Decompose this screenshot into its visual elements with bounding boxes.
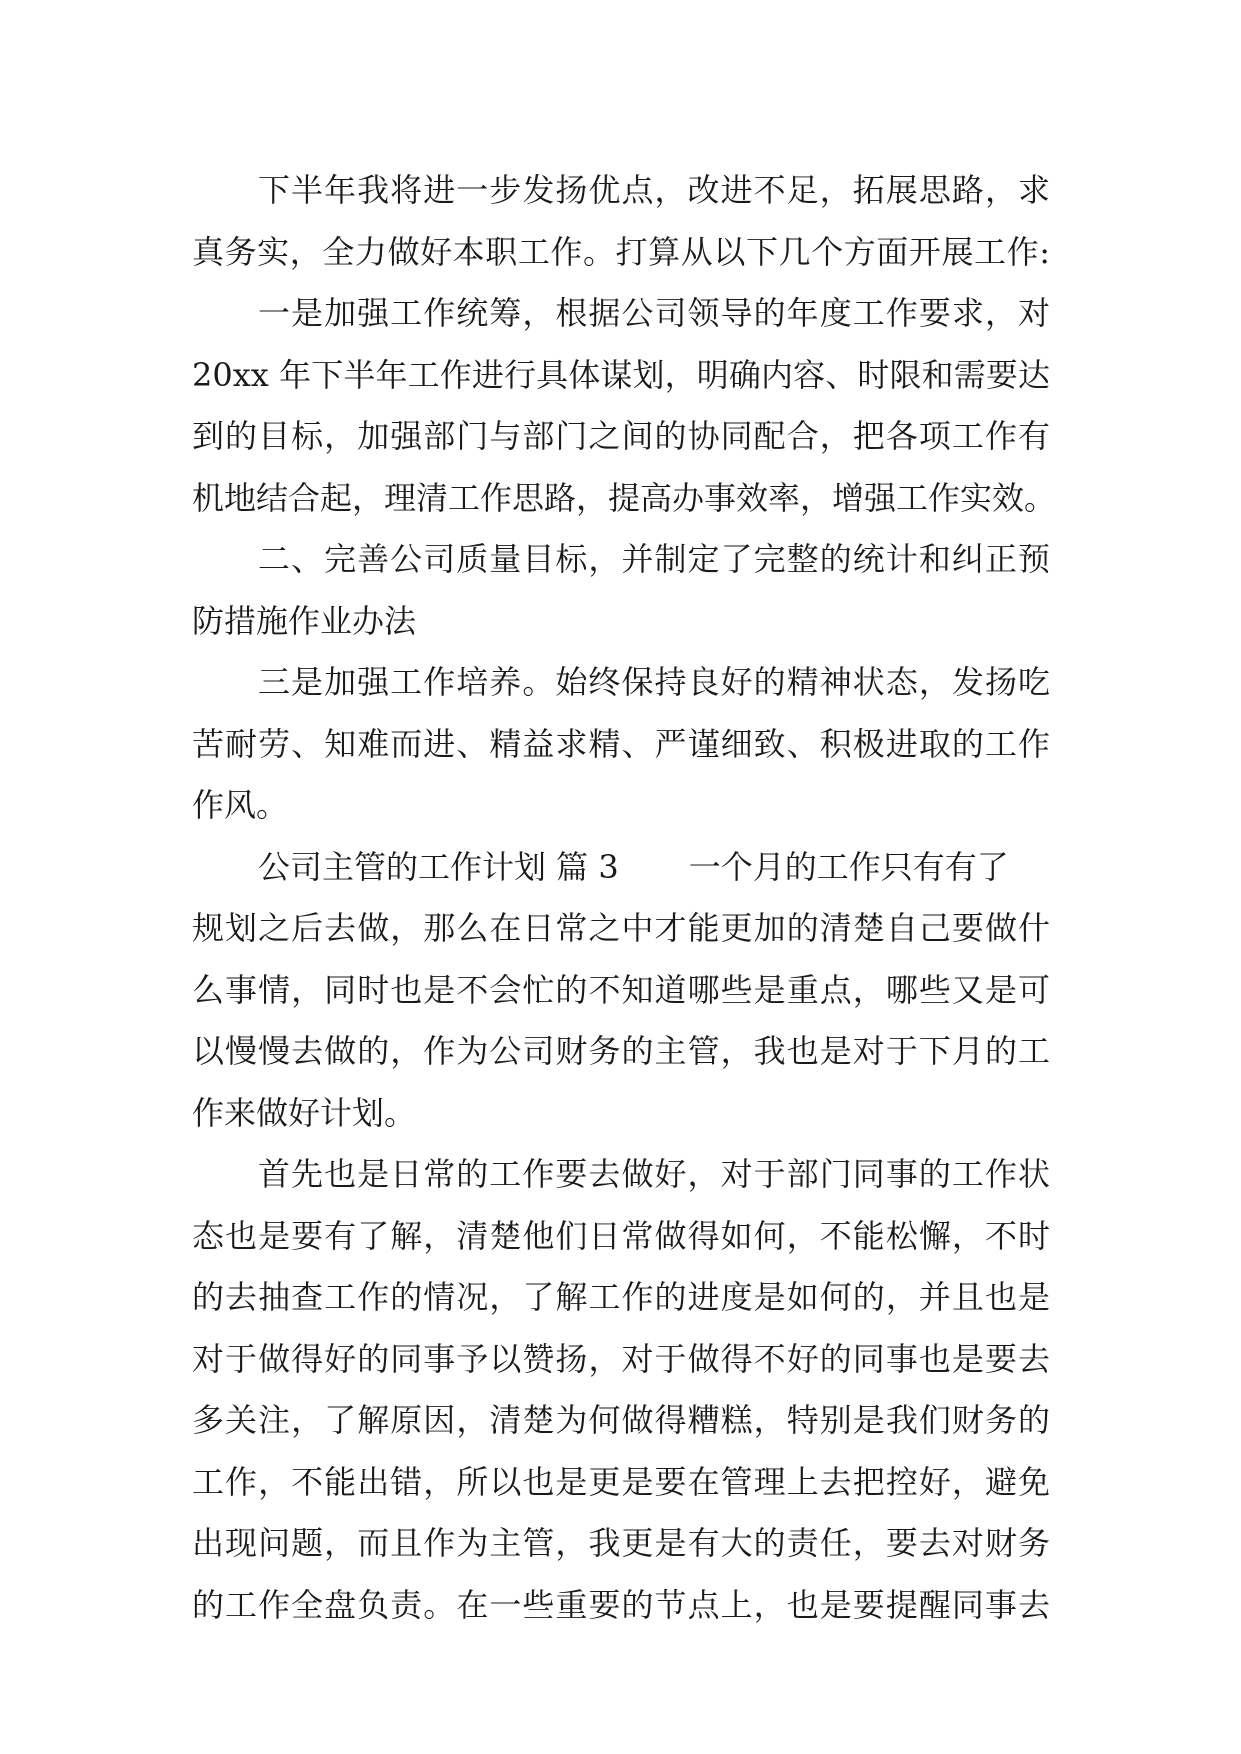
text-line: 对于做得好的同事予以赞扬，对于做得不好的同事也是要去 bbox=[192, 1339, 1050, 1378]
document-body bbox=[192, 160, 1057, 1636]
text-line: 一是加强工作统筹，根据公司领导的年度工作要求，对 bbox=[258, 294, 1050, 332]
text-line: 以慢慢去做的，作为公司财务的主管，我也是对于下月的工 bbox=[192, 1032, 1050, 1070]
text-line: 多关注，了解原因，清楚为何做得糟糕，特别是我们财务的 bbox=[192, 1401, 1050, 1439]
text-line: 么事情，同时也是不会忙的不知道哪些是重点，哪些又是可 bbox=[192, 970, 1050, 1009]
section-heading: 公司主管的工作计划 篇 3 bbox=[258, 847, 619, 886]
text-line: 出现问题，而且作为主管，我更是有大的责任，要去对财务 bbox=[192, 1524, 1050, 1562]
text-line: 苦耐劳、知难而进、精益求精、严谨细致、积极进取的工作 bbox=[192, 724, 1050, 763]
text-line: 真务实，全力做好本职工作。打算从以下几个方面开展工作: bbox=[192, 232, 1050, 271]
text-line: 20xx 年下半年工作进行具体谋划，明确内容、时限和需要达 bbox=[192, 355, 1050, 394]
text-line: 的去抽查工作的情况，了解工作的进度是如何的，并且也是 bbox=[192, 1278, 1050, 1316]
text-line: 三是加强工作培养。始终保持良好的精神状态，发扬吃 bbox=[258, 663, 1050, 701]
section-heading-line bbox=[192, 837, 1050, 899]
text-line: 态也是要有了解，清楚他们日常做得如何，不能松懈，不时 bbox=[192, 1216, 1050, 1255]
text-line: 规划之后去做，那么在日常之中才能更加的清楚自己要做什 bbox=[192, 909, 1050, 947]
text-line: 二、完善公司质量目标，并制定了完整的统计和纠正预 bbox=[258, 540, 1050, 578]
text-line: 防措施作业办法 bbox=[192, 601, 417, 640]
text-line: 首先也是日常的工作要去做好，对于部门同事的工作状 bbox=[258, 1155, 1050, 1193]
text-line: 工作，不能出错，所以也是更是要在管理上去把控好，避免 bbox=[192, 1462, 1050, 1501]
text-line: 机地结合起，理清工作思路，提高办事效率，增强工作实效。 bbox=[192, 478, 1057, 517]
text-line: 作来做好计划。 bbox=[192, 1093, 417, 1132]
text-line: 的工作全盘负责。在一些重要的节点上，也是要提醒同事去 bbox=[192, 1585, 1050, 1624]
text-line: 到的目标，加强部门与部门之间的协同配合，把各项工作有 bbox=[192, 417, 1050, 455]
text-line: 作风。 bbox=[192, 786, 289, 824]
text-line: 下半年我将进一步发扬优点，改进不足，拓展思路，求 bbox=[258, 171, 1050, 209]
text-line: 一个月的工作只有有了 bbox=[688, 847, 1009, 886]
